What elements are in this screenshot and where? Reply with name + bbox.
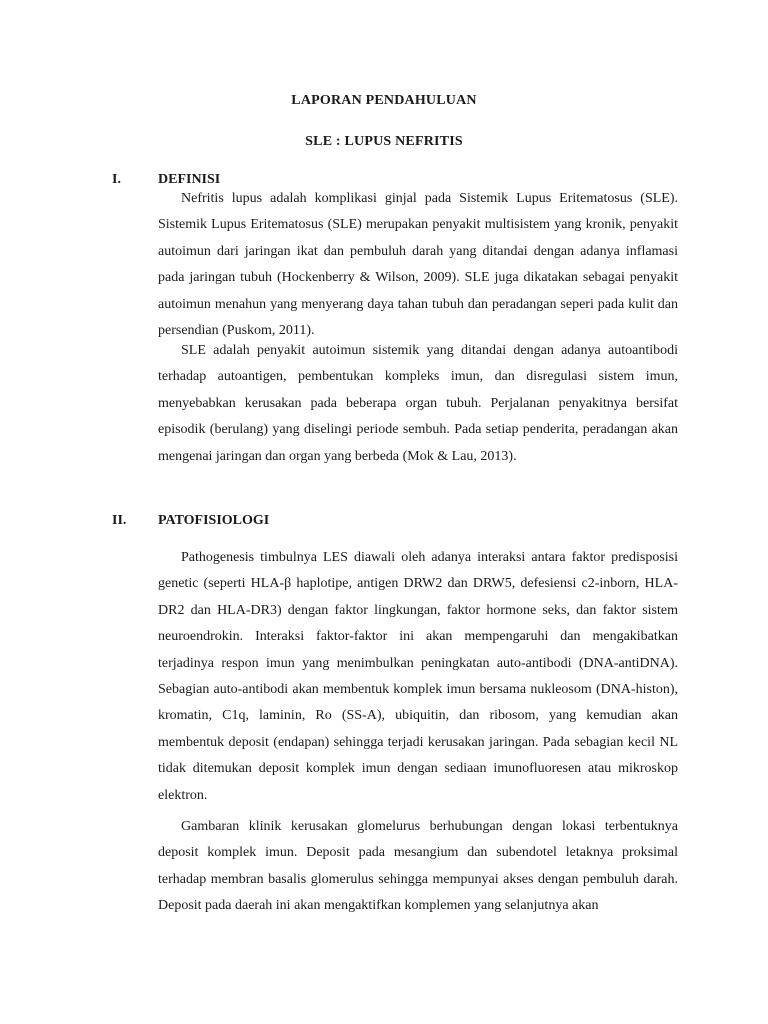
paragraph: SLE adalah penyakit autoimun sistemik yang ditandai dengan adanya autoantibodi terhadap autoantigen, pembentukan kompleks imun, dan disregulasi sistem imun, menyebabkan kerusakan pada beberapa organ tubuh. Perjalanan penyakitnya bersifat episodik (berulang) yang diselingi periode sembuh. Pada setiap penderita, peradangan akan mengenai jaringan dan organ yang berbeda (Mok & Lau, 2013). <box>158 343 678 464</box>
section-number: II. <box>112 513 127 528</box>
section-title: DEFINISI <box>158 172 221 187</box>
paragraph: Pathogenesis timbulnya LES diawali oleh adanya interaksi antara faktor predisposisi genetic (seperti HLA-β haplotipe, antigen DRW2 dan DRW5, defesiensi c2-inborn, HLA-DR2 dan HLA-DR3) dengan faktor lingkungan, faktor hormone seks, dan faktor sistem neuroendrokin. Interaksi faktor-faktor ini akan mempengaruhi dan mengakibatkan terjadinya respon imun yang menimbulkan peningkatan auto-antibodi (DNA-antiDNA). Sebagian auto-antibodi akan membentuk komplek imun bersama nukleosom (DNA-histon), kromatin, C1q, laminin, Ro (SS-A), ubiquitin, dan ribosom, yang kemudian akan membentuk deposit (endapan) sehingga terjadi kerusakan jaringan. Pada sebagian kecil NL tidak ditemukan deposit komplek imun dengan sediaan imunofluoresen atau mikroskop elektron. <box>158 550 678 803</box>
section-number: I. <box>112 172 121 187</box>
paragraph: Nefritis lupus adalah komplikasi ginjal pada Sistemik Lupus Eritematosus (SLE). Sistemik Lupus Eritematosus (SLE) merupakan penyakit multisistem yang kronik, penyakit autoimun dari jaringan ikat dan pembuluh darah yang ditandai dengan adanya inflamasi pada jaringan tubuh (Hockenberry & Wilson, 2009). SLE juga dikatakan sebagai penyakit autoimun menahun yang menyerang daya tahan tubuh dan peradangan seperi pada kulit dan persendian (Puskom, 2011). <box>158 191 678 339</box>
paragraph: Gambaran klinik kerusakan glomelurus berhubungan dengan lokasi terbentuknya deposit komplek imun. Deposit pada mesangium dan subendotel letaknya proksimal terhadap membran basalis glomerulus sehingga mempunyai akses dengan pembuluh darah. Deposit pada daerah ini akan mengaktifkan komplemen yang selanjutnya akan <box>158 819 678 914</box>
document-title: LAPORAN PENDAHULUAN <box>291 93 477 108</box>
section-heading-patofisiologi <box>112 513 512 533</box>
document-subtitle: SLE : LUPUS NEFRITIS <box>305 134 463 149</box>
section-title: PATOFISIOLOGI <box>158 513 270 528</box>
